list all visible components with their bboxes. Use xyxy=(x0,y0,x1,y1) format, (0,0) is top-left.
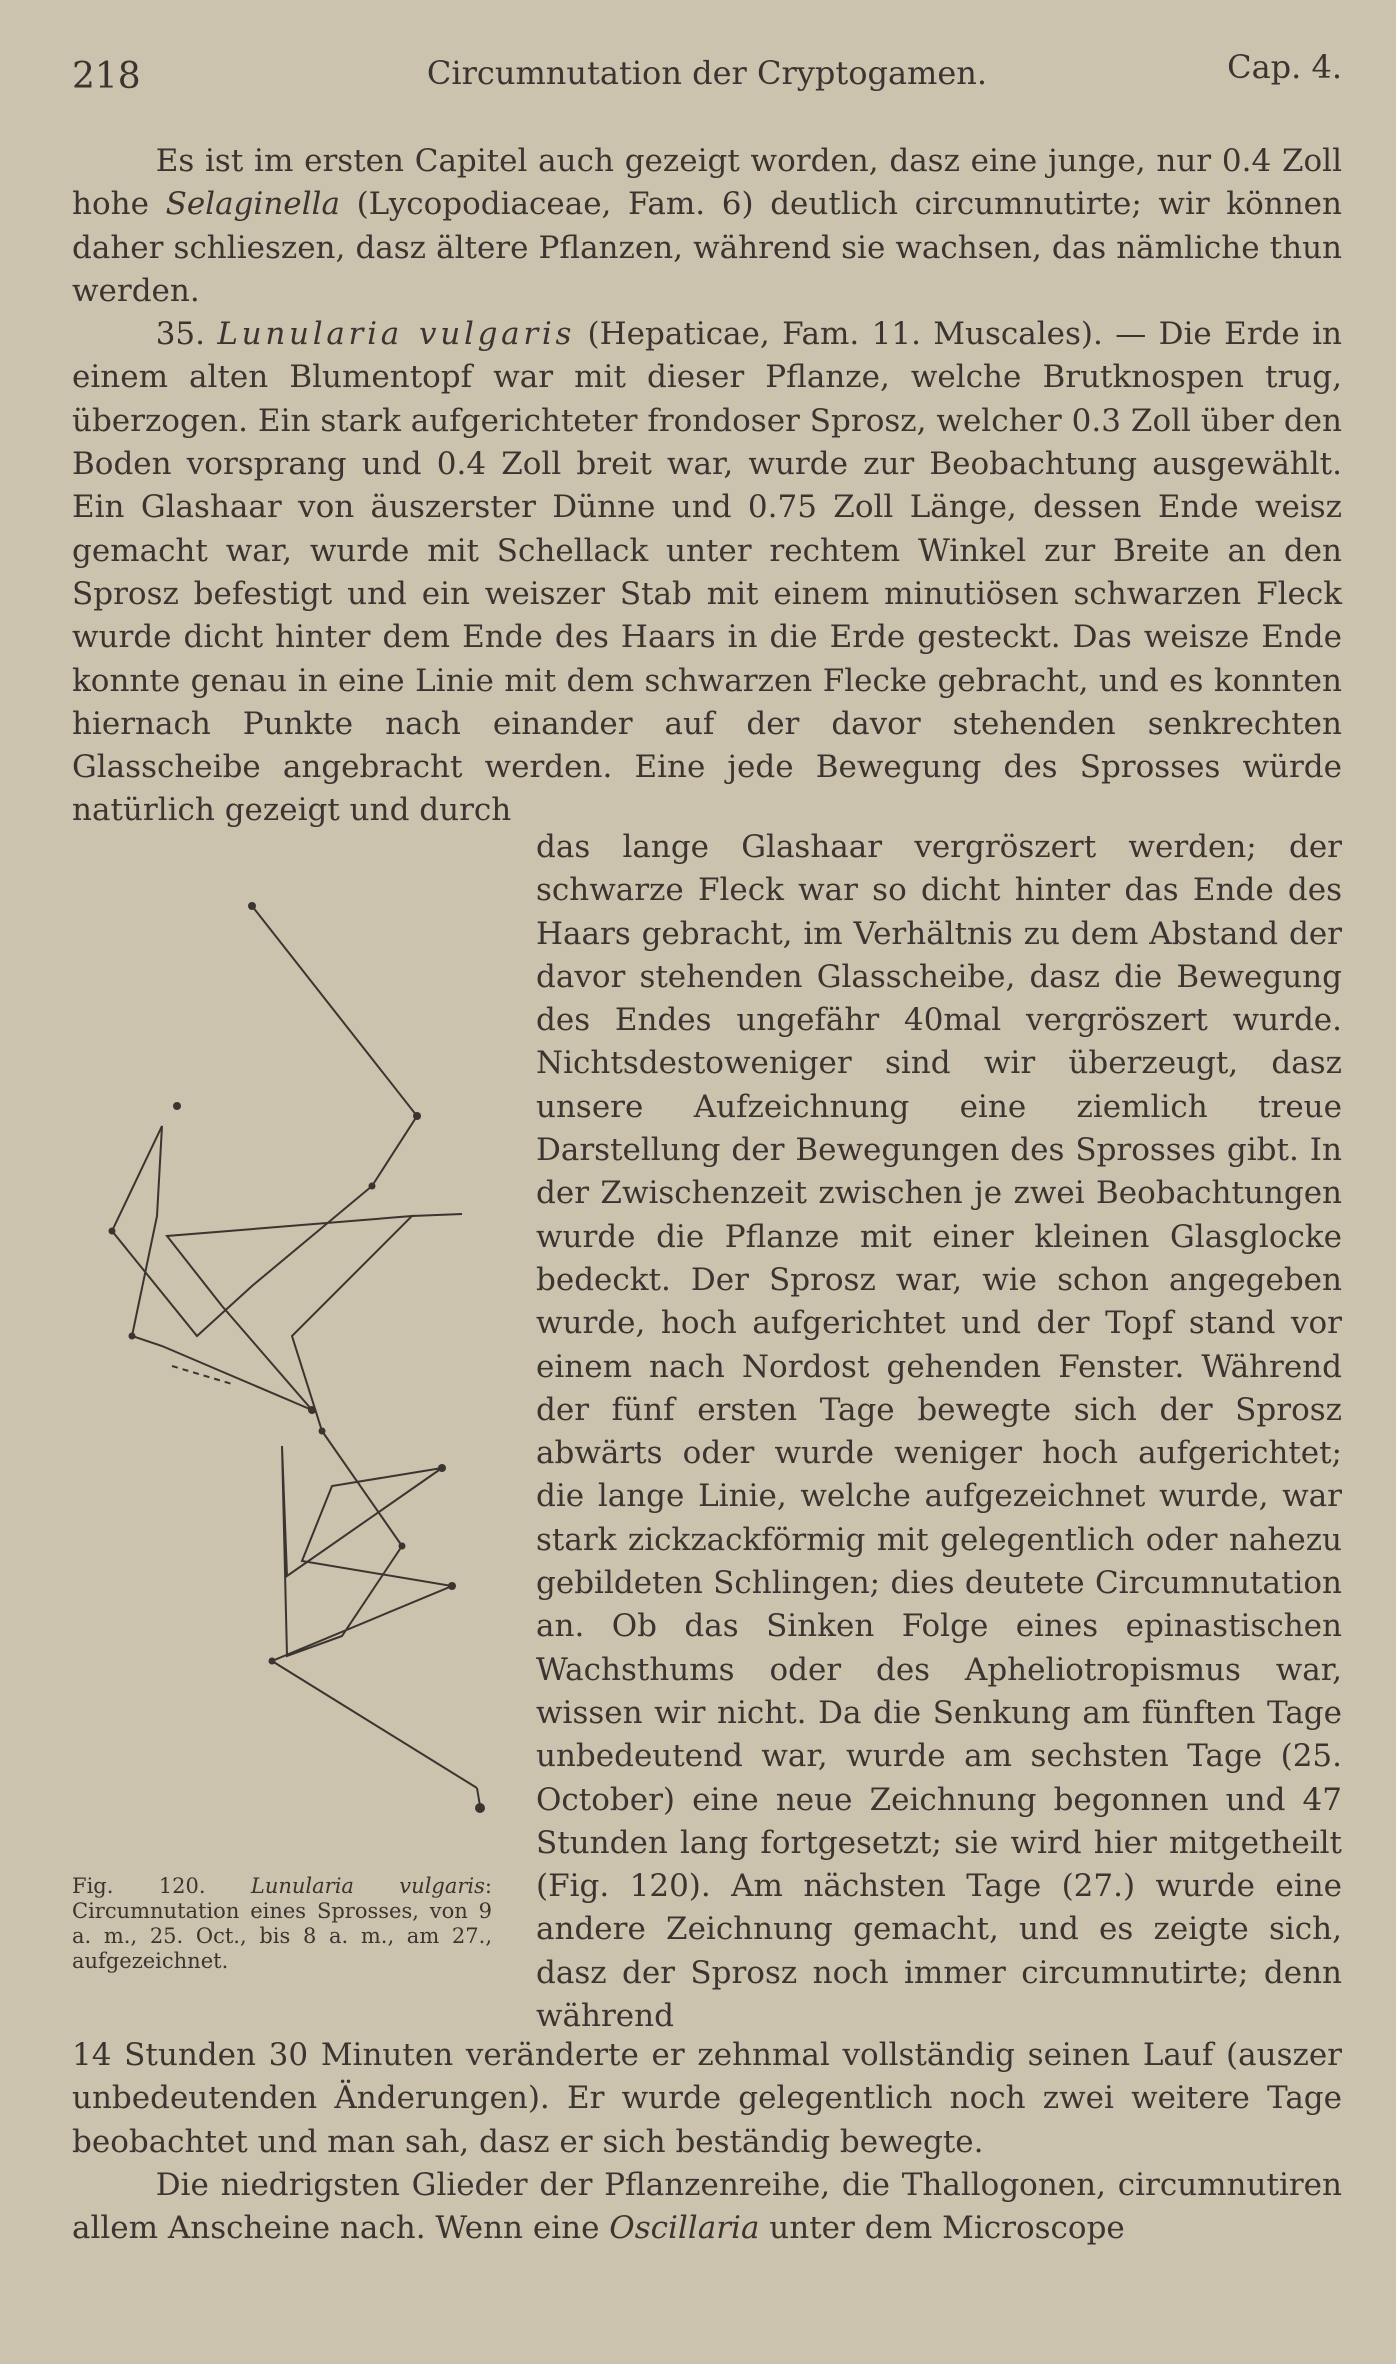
species-lunularia: Lunularia vulgaris xyxy=(217,316,576,353)
caption-label: Fig. 120. xyxy=(72,1874,206,1898)
page-number: 218 xyxy=(72,56,141,97)
paragraph-lunularia-continued: das lange Glashaar vergröszert werden; der schwarze Fleck war so dicht hinter das Ende des Haars gebracht, im Verhältnis zu dem Abstand der davor stehenden Glasscheibe, dasz die Bewegung des Endes ungefähr 40mal vergröszert wurde. Nichtsdestoweniger sind wir überzeugt, dasz unsere Aufzeichnung eine ziemlich treue Darstellung der Bewegungen des Sprosses gibt. In der Zwischenzeit zwischen je zwei Beobachtungen wurde die Pflanze mit einer kleinen Glasglocke bedeckt. Der Sprosz war, wie schon angegeben wurde, hoch aufgerichtet und der Topf stand vor einem nach Nordost gehenden Fenster. Während der fünf ersten Tage bewegte sich der Sprosz abwärts oder wurde weniger hoch aufgerichtet; die lange Linie, welche aufgezeichnet wurde, war stark zickzackförmig mit gelegentlich oder nahezu gebildeten Schlingen; dies deutete Circumnutation an. Ob das Sinken Folge eines epinastischen Wachsthums oder des Apheliotropismus war, wissen wir nicht. Da die Senkung am fünften Tage unbedeutend war, wurde am sechsten Tage (25. October) eine neue Zeichnung begonnen und 47 Stunden lang fortgesetzt; sie wird hier mitgetheilt (Fig. 120). Am nächsten Tage (27.) wurde eine andere Zeichnung gemacht, und es zeigte sich, dasz der Sprosz noch immer circumnutirte; denn während xyxy=(536,829,1342,2035)
paragraph-lunularia: 35. Lunularia vulgaris (Hepaticae, Fam. 11. Muscales). — Die Erde in einem alten Blumentopf war mit dieser Pflanze, welche Brutknospen trug, überzogen. Ein stark aufgerichteter frondoser Sprosz, welcher 0.3 Zoll über den Boden vorsprang und 0.4 Zoll breit war, wurde zur Beobachtung ausgewählt. Ein Glashaar von äuszerster Dünne und 0.75 Zoll Länge, dessen Ende weisz gemacht war, wurde mit Schellack unter rechtem Winkel zur Breite an den Sprosz befestigt und ein weiszer Stab mit einem minutiösen schwarzen Fleck wurde dicht hinter dem Ende des Haars in die Erde gesteckt. Das weisze Ende konnte genau in eine Linie mit dem schwarzen Flecke gebracht, und es konnten hiernach Punkte nach einander auf der davor stehenden senkrechten Glasscheibe angebracht werden. Eine jede Bewegung des Sprosses würde natürlich gezeigt und durch xyxy=(72,316,1342,829)
lower-text xyxy=(72,2034,1342,2250)
species-oscillaria: Oscillaria xyxy=(609,2210,760,2247)
page-header xyxy=(72,48,1342,108)
column-text xyxy=(536,826,1342,2038)
circumnutation-figure xyxy=(72,886,512,1866)
caption-text: : Circumnutation eines Sprosses, von 9 a. m., 25. Oct., bis 8 a. m., am 27., aufgezeichnet. xyxy=(72,1874,492,1973)
paragraph-lunularia-end: 14 Stunden 30 Minuten veränderte er zehnmal vollständig seinen Lauf (auszer unbedeutenden Änderungen). Er wurde gelegentlich noch zwei weitere Tage beobachtet und man sah, dasz er sich beständig bewegte. xyxy=(72,2037,1342,2160)
figure-caption xyxy=(72,1874,492,1974)
species-selaginella: Selaginella xyxy=(165,186,340,223)
caption-species: Lunularia vulgaris xyxy=(250,1874,485,1898)
paragraph-selaginella: Es ist im ersten Capitel auch gezeigt worden, dasz eine junge, nur 0.4 Zoll hohe Selaginella (Lycopodiaceae, Fam. 6) deutlich circumnutirte; wir können daher schlieszen, dasz ältere Pflanzen, während sie wachsen, das nämliche thun werden. xyxy=(72,143,1342,309)
paragraph-thallogonen: Die niedrigsten Glieder der Pflanzenreihe, die Thallogonen, circumnutiren allem Anscheine nach. Wenn eine Oscillaria unter dem Microscope xyxy=(72,2166,1342,2247)
chapter-label: Cap. 4. xyxy=(1227,48,1342,86)
running-title: Circumnutation der Cryptogamen. xyxy=(426,54,988,92)
upper-text xyxy=(72,140,1342,833)
